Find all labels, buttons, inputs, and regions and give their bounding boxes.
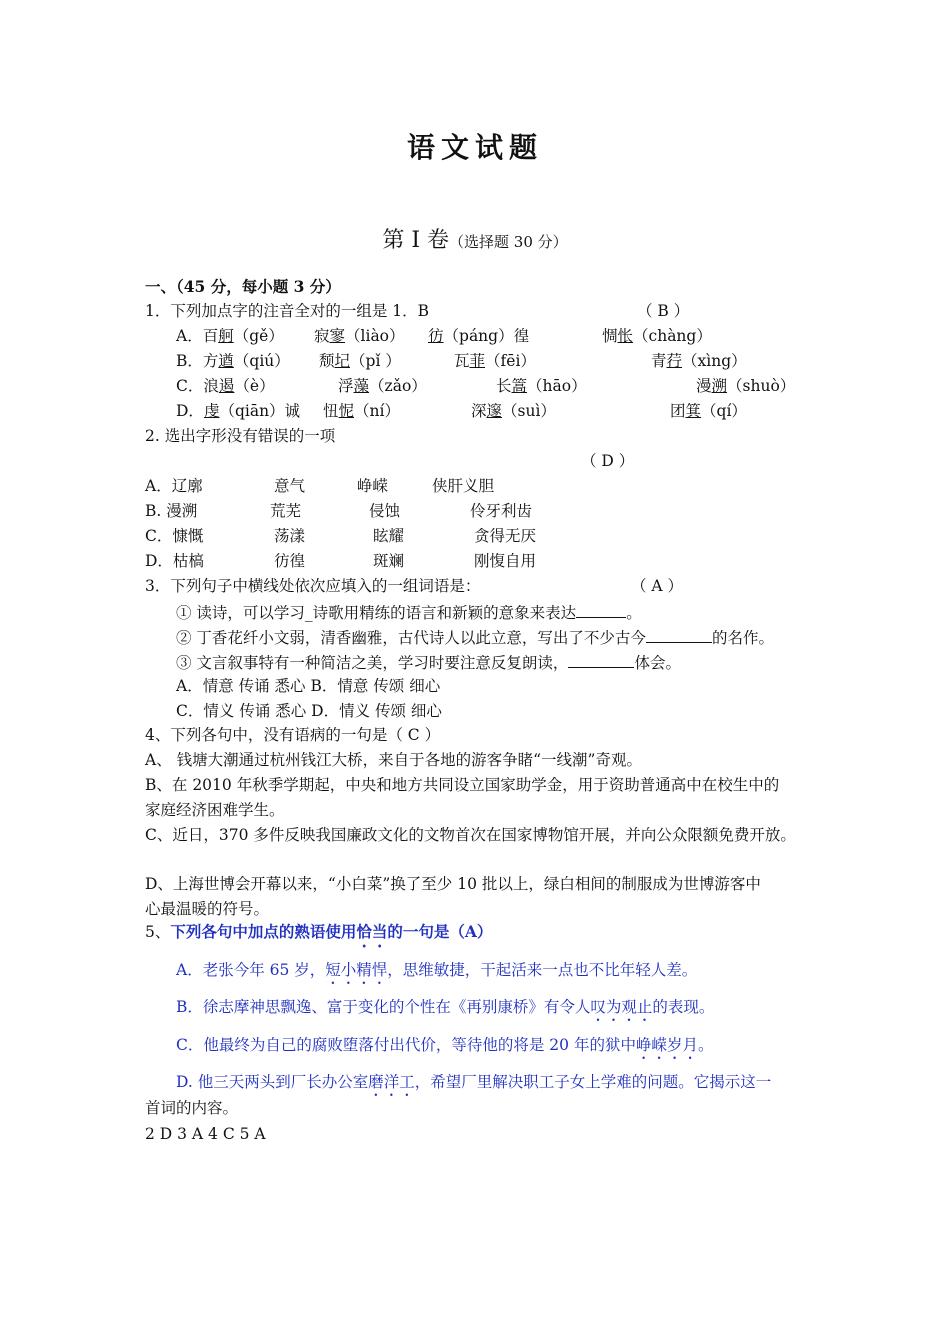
q2-stem: 2. 选出字形没有错误的一项 bbox=[145, 427, 336, 445]
q5-option-b: B．徐志摩神思飘逸、富于变化的个性在《再别康桥》有令人叹为观止的表现。 bbox=[176, 998, 715, 1016]
document-title: 语文试题 bbox=[406, 131, 543, 164]
q1-option-c-part2: 浮藻（zǎo） bbox=[338, 377, 427, 395]
q1-option-d-part1: D．虔（qiān）诚 bbox=[176, 402, 301, 420]
q2-row-b-c1: B. 漫溯 bbox=[145, 502, 198, 520]
q5-option-a: A．老张今年 65 岁，短小精悍，思维敏捷，干起活来一点也不比年轻人差。 bbox=[176, 961, 698, 979]
q1-option-d-part2: 忸怩（ní） bbox=[323, 402, 400, 420]
q1-answer: （ B ） bbox=[637, 302, 690, 320]
q2-row-c-c4: 贪得无厌 bbox=[474, 527, 537, 545]
q2-row-a-c4: 侠肝义胆 bbox=[432, 477, 495, 495]
q1-option-a-part2: 寂寥（liào） bbox=[314, 327, 405, 345]
q2-row-c-c2: 荡漾 bbox=[274, 527, 306, 545]
q3-options-ab: A．情意 传诵 悉心 B．情意 传颂 细心 bbox=[176, 677, 441, 695]
q1-option-b-part3: 瓦菲（fēi） bbox=[454, 352, 536, 370]
q2-row-a-c1: A．辽廓 bbox=[145, 477, 203, 495]
q5-stem: 5、下列各句中加点的熟语使用恰当的一句是（A） bbox=[145, 922, 493, 941]
q2-row-d-c3: 斑斓 bbox=[373, 552, 405, 570]
section-heading: 一、（45 分，每小题 3 分） bbox=[145, 277, 341, 296]
q2-answer: （ D ） bbox=[581, 452, 635, 470]
q4-option-d-line1: D、上海世博会开幕以来，“小白菜”换了至少 10 批以上，绿白相间的制服成为世博游客中 bbox=[145, 875, 761, 893]
part-heading-main: 第 I 卷 bbox=[382, 228, 450, 253]
q3-options-cd: C．情义 传诵 悉心 D．情义 传颂 细心 bbox=[176, 702, 442, 720]
q1-option-a-part3: 彷（páng）徨 bbox=[428, 327, 530, 345]
q4-option-d-line2: 心最温暖的符号。 bbox=[145, 900, 270, 918]
q4-option-b-line2: 家庭经济困难学生。 bbox=[145, 801, 285, 819]
q5-option-d-line2: 首词的内容。 bbox=[145, 1099, 239, 1117]
q4-option-a: A、 钱塘大潮通过杭州钱江大桥，来自于各地的游客争睹“一线潮”奇观。 bbox=[145, 751, 642, 769]
q4-stem: 4、下列各句中，没有语病的一句是（ C ） bbox=[145, 726, 441, 744]
q1-option-c-part1: C．浪遏（è） bbox=[176, 377, 275, 395]
q3-sentence-2: ② 丁香花纤小文弱，清香幽雅，古代诗人以此立意，写出了不少古今 的名作。 bbox=[176, 626, 774, 648]
q4-option-b-line1: B、在 2010 年秋季学期起，中央和地方共同设立国家助学金，用于资助普通高中在校生中的 bbox=[145, 776, 780, 794]
q2-row-a-c3: 峥嵘 bbox=[357, 477, 389, 495]
q2-row-c-c1: C．慷慨 bbox=[145, 527, 204, 545]
q2-row-b-c3: 侵蚀 bbox=[369, 502, 401, 520]
q2-row-d-c1: D．枯槁 bbox=[145, 552, 204, 570]
part-heading-note: （选择题 30 分） bbox=[449, 233, 568, 251]
q2-row-d-c4: 刚愎自用 bbox=[474, 552, 537, 570]
q2-row-c-c3: 眩耀 bbox=[373, 527, 405, 545]
q3-answer: （ A ） bbox=[631, 577, 684, 595]
q3-sentence-3: ③ 文言叙事特有一种简洁之美，学习时要注意反复朗读， 体会。 bbox=[176, 651, 681, 673]
q1-option-d-part4: 团箕（qí） bbox=[670, 402, 747, 420]
q1-option-b-part1: B．方遒（qiú） bbox=[176, 352, 290, 370]
q1-option-a-part1: A．百舸（gě） bbox=[176, 327, 284, 345]
q5-option-d: D. 他三天两头到厂长办公室磨洋工，希望厂里解决职工子女上学难的问题。它揭示这一 bbox=[176, 1073, 772, 1091]
q1-option-c-part3: 长篙（hāo） bbox=[496, 377, 587, 395]
answer-key: 2 D 3 A 4 C 5 A bbox=[145, 1125, 266, 1143]
part-heading bbox=[0, 226, 950, 257]
q3-stem: 3．下列句子中横线处依次应填入的一组词语是： bbox=[145, 577, 481, 595]
q1-stem: 1．下列加点字的注音全对的一组是 1．B bbox=[145, 302, 430, 320]
q2-row-b-c4: 伶牙利齿 bbox=[470, 502, 533, 520]
q1-option-c-part4: 漫溯（shuò） bbox=[696, 377, 796, 395]
q2-row-b-c2: 荒芜 bbox=[270, 502, 302, 520]
q1-option-b-part2: 颓圮（pǐ ） bbox=[319, 352, 401, 370]
q2-row-d-c2: 彷徨 bbox=[274, 552, 306, 570]
q2-row-a-c2: 意气 bbox=[274, 477, 306, 495]
q1-option-a-part4: 惆怅（chàng） bbox=[602, 327, 712, 345]
q1-option-d-part3: 深邃（suì） bbox=[471, 402, 556, 420]
q5-option-c: C．他最终为自己的腐败堕落付出代价，等待他的将是 20 年的狱中峥嵘岁月。 bbox=[176, 1036, 714, 1054]
q4-option-c: C、近日，370 多件反映我国廉政文化的文物首次在国家博物馆开展，并向公众限额免费开放。 bbox=[145, 826, 796, 844]
q3-sentence-1: ① 读诗，可以学习_诗歌用精练的语言和新颖的意象来表达 。 bbox=[176, 601, 642, 623]
q1-option-b-part4: 青荇（xìng） bbox=[651, 352, 747, 370]
